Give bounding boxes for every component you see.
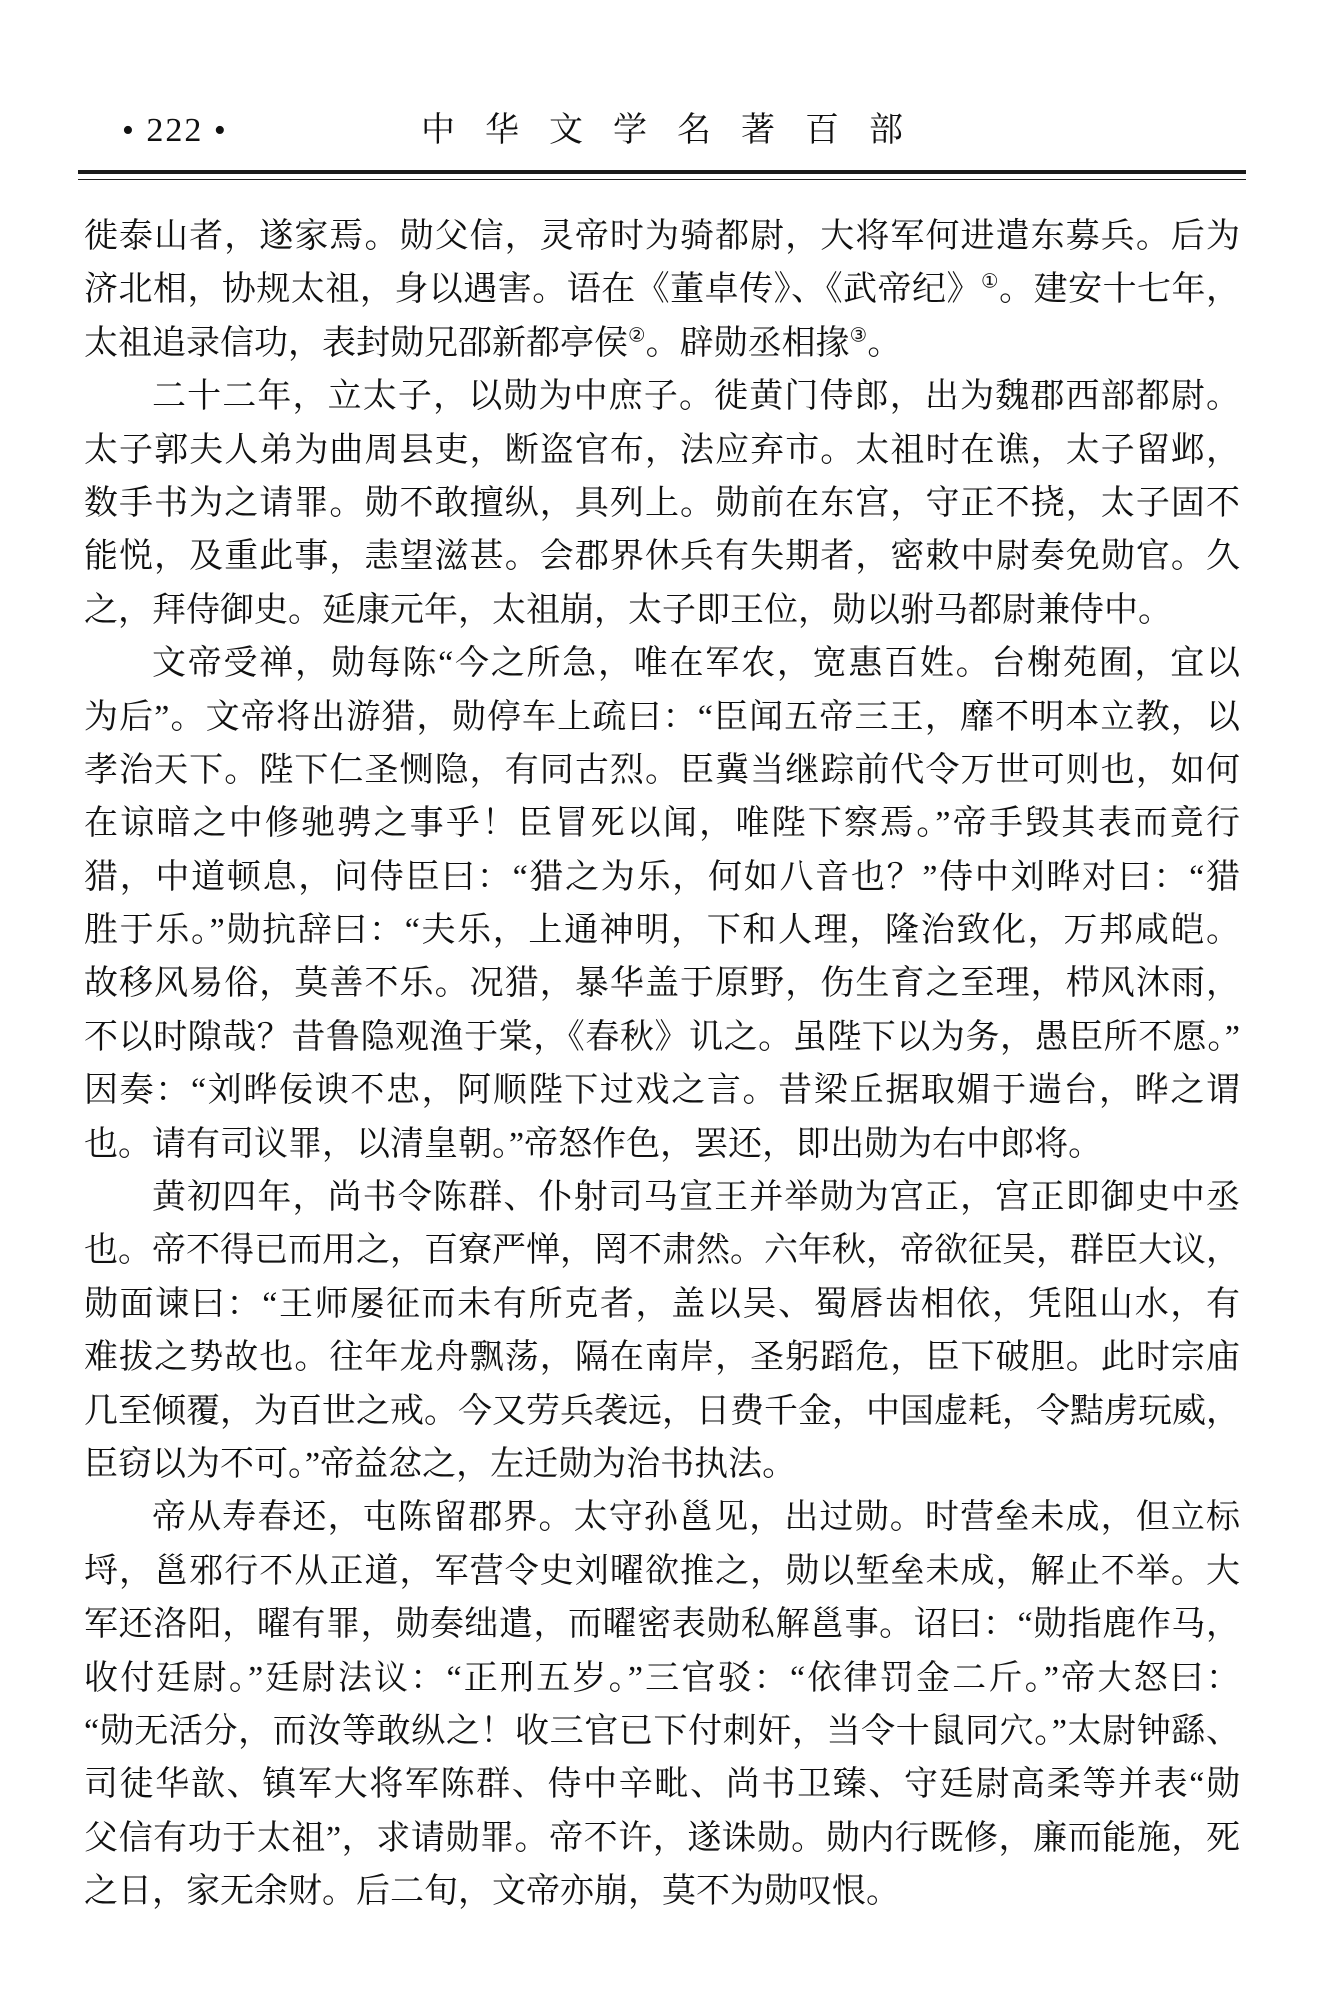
text-line (84, 1064, 1240, 1117)
text-line (84, 317, 1240, 370)
text-segment: 帝从寿春还，屯陈留郡界。太守孙邕见，出过勋。时营垒未成，但立标 (152, 1499, 1240, 1537)
text-line (84, 1545, 1240, 1598)
text-line (84, 691, 1240, 744)
body-text (84, 210, 1240, 1919)
text-line (84, 1224, 1240, 1277)
text-line (84, 1812, 1240, 1865)
text-segment: 太子郭夫人弟为曲周县吏，断盗官布，法应弃市。太祖时在谯，太子留邺， (84, 431, 1240, 469)
text-segment: 太祖追录信功，表封勋兄邵新都亭侯 (84, 324, 628, 362)
text-segment: 。建安十七年， (999, 271, 1240, 309)
text-line (84, 1331, 1240, 1384)
text-line (84, 584, 1240, 637)
text-segment: 数手书为之请罪。勋不敢擅纵，具列上。勋前在东宫，守正不挠，太子固不 (84, 484, 1240, 522)
text-line (84, 210, 1240, 263)
text-line (84, 1118, 1240, 1171)
text-segment: 徙泰山者，遂家焉。勋父信，灵帝时为骑都尉，大将军何进遣东募兵。后为 (84, 218, 1240, 255)
text-segment: 不以时隙哉？昔鲁隐观渔于棠，《春秋》讥之。虽陛下以为务，愚臣所不愿。” (84, 1018, 1240, 1056)
text-line (84, 1385, 1240, 1438)
text-segment: 孝治天下。陛下仁圣恻隐，有同古烈。臣冀当继踪前代令万世可则也，如何 (84, 751, 1240, 789)
text-line (84, 424, 1240, 477)
text-segment: 。辟勋丞相掾 (645, 324, 850, 362)
text-segment: 二十二年，立太子，以勋为中庶子。徙黄门侍郎，出为魏郡西部都尉。 (152, 378, 1240, 416)
text-segment: 胜于乐。”勋抗辞曰：“夫乐，上通神明，下和人理，隆治致化，万邦咸皑。 (84, 912, 1240, 950)
text-line (84, 1652, 1240, 1705)
text-line (84, 1491, 1240, 1544)
text-segment: 几至倾覆，为百世之戒。今又劳兵袭远，日费千金，中国虚耗，令黠虏玩威， (84, 1392, 1240, 1430)
text-line (84, 904, 1240, 957)
text-segment: 能悦，及重此事，恚望滋甚。会郡界休兵有失期者，密敕中尉奏免勋官。久 (84, 538, 1240, 576)
text-line (84, 1705, 1240, 1758)
text-line (84, 263, 1240, 316)
text-line (84, 370, 1240, 423)
text-line (84, 957, 1240, 1010)
text-segment: 也。请有司议罪，以清皇朝。”帝怒作色，罢还，即出勋为右中郎将。 (84, 1125, 1103, 1163)
text-segment: 勋面谏曰：“王师屡征而未有所克者，盖以吴、蜀唇齿相依，凭阻山水，有 (84, 1285, 1240, 1323)
text-segment: 也。帝不得已而用之，百寮严惮，罔不肃然。六年秋，帝欲征吴，群臣大议， (84, 1232, 1240, 1270)
text-segment: 臣窃以为不可。”帝益忿之，左迁勋为治书执法。 (84, 1445, 797, 1483)
text-segment: 之，拜侍御史。延康元年，太祖崩，太子即王位，勋以驸马都尉兼侍中。 (84, 591, 1172, 629)
text-line (84, 1171, 1240, 1224)
text-line (84, 851, 1240, 904)
text-line (84, 1758, 1240, 1811)
footnote-marker: ① (980, 271, 1000, 294)
text-line (84, 1278, 1240, 1331)
text-segment: 。 (867, 324, 902, 362)
text-segment: 父信有功于太祖”，求请勋罪。帝不许，遂诛勋。勋内行既修，廉而能施，死 (84, 1819, 1240, 1857)
text-line (84, 477, 1240, 530)
text-line (84, 637, 1240, 690)
text-segment: 文帝受禅，勋每陈“今之所急，唯在军农，宽惠百姓。台榭苑囿，宜以 (152, 645, 1240, 683)
book-title: 中华文学名著百部 (421, 112, 933, 149)
text-line (84, 744, 1240, 797)
text-segment: 收付廷尉。”廷尉法议：“正刑五岁。”三官驳：“依律罚金二斤。”帝大怒曰： (84, 1659, 1240, 1697)
header-rule-thin (78, 179, 1246, 180)
text-segment: 故移风易俗，莫善不乐。况猎，暴华盖于原野，伤生育之至理，栉风沐雨， (84, 965, 1240, 1003)
header-rule-thick (78, 170, 1246, 174)
text-segment: 因奏：“刘晔佞谀不忠，阿顺陛下过戏之言。昔梁丘据取媚于遄台，晔之谓 (84, 1072, 1240, 1110)
page-number: • 222 • (122, 112, 228, 149)
text-segment: 司徒华歆、镇军大将军陈群、侍中辛毗、尚书卫臻、守廷尉高柔等并表“勋 (84, 1766, 1240, 1804)
text-line (84, 1438, 1240, 1491)
text-segment: 之日，家无余财。后二旬，文帝亦崩，莫不为勋叹恨。 (84, 1873, 900, 1911)
text-segment: 在谅暗之中修驰骋之事乎！臣冒死以闻，唯陛下察焉。”帝手毁其表而竟行 (84, 805, 1240, 843)
footnote-marker: ③ (849, 324, 868, 347)
text-segment: “勋无活分，而汝等敢纵之！收三官已下付刺奸，当令十鼠同穴。”太尉钟繇、 (84, 1712, 1240, 1750)
text-segment: 为后”。文帝将出游猎，勋停车上疏曰：“臣闻五帝三王，靡不明本立教，以 (84, 698, 1240, 736)
text-line (84, 1598, 1240, 1651)
text-segment: 济北相，协规太祖，身以遇害。语在《董卓传》、《武帝纪》 (84, 271, 981, 309)
page-header (84, 108, 1240, 158)
text-line (84, 797, 1240, 850)
footnote-marker: ② (628, 324, 646, 347)
text-segment: 黄初四年，尚书令陈群、仆射司马宣王并举勋为宫正，宫正即御史中丞 (152, 1179, 1240, 1217)
text-segment: 军还洛阳，曜有罪，勋奏绌遣，而曜密表勋私解邕事。诏曰：“勋指鹿作马， (84, 1606, 1240, 1644)
text-line (84, 530, 1240, 583)
text-line (84, 1865, 1240, 1918)
text-line (84, 1011, 1240, 1064)
text-segment: 猎，中道顿息，问侍臣曰：“猎之为乐，何如八音也？”侍中刘晔对曰：“猎 (84, 858, 1240, 896)
text-segment: 难拔之势故也。往年龙舟飘荡，隔在南岸，圣躬蹈危，臣下破胆。此时宗庙 (84, 1339, 1240, 1377)
text-segment: 埒，邕邪行不从正道，军营令史刘曜欲推之，勋以堑垒未成，解止不举。大 (84, 1552, 1240, 1590)
